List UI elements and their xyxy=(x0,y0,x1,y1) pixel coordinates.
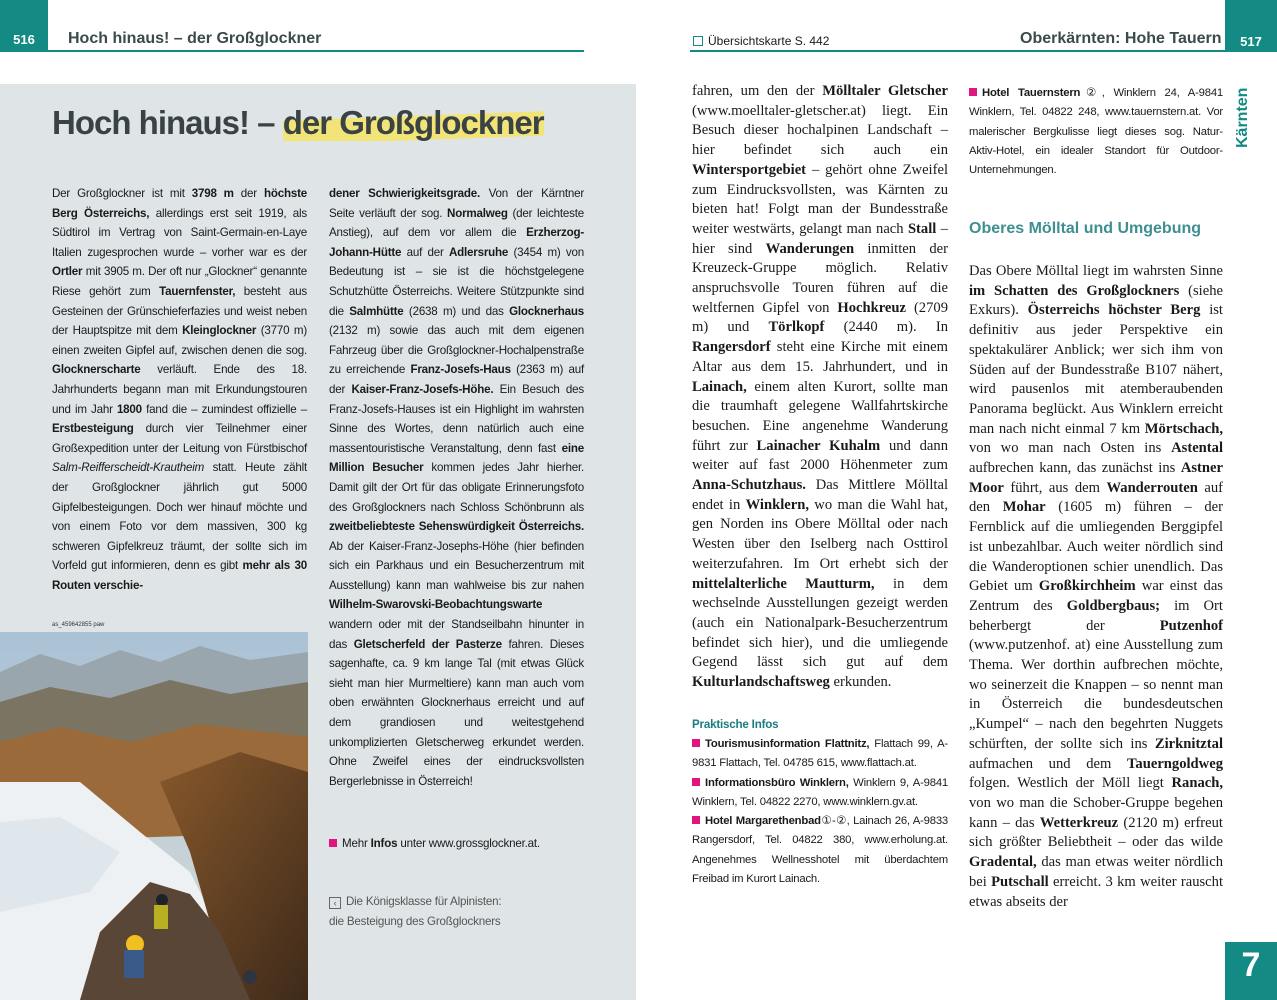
mountain-photo xyxy=(0,632,308,1000)
title-highlight: der Großglockner xyxy=(282,104,544,141)
side-tab-kaernten: Kärnten xyxy=(1234,87,1251,148)
bullet-square-icon xyxy=(692,778,700,786)
praktische-infos-list xyxy=(692,735,948,889)
right-running-head: Oberkärnten: Hohe Tauern xyxy=(1020,30,1222,47)
section-heading: Oberes Mölltal und Umgebung xyxy=(969,220,1202,237)
map-box-icon xyxy=(693,36,703,46)
right-page-number: 517 xyxy=(1225,0,1277,52)
excursion-column-1: Der Großglockner ist mit 3798 m der höchste Berg Österreichs, allerdings erst seit 1919, als Südtirol im Vertrag von Saint-Germain-en-Laye Italien zugesprochen wurde – vorher war es der Ortler mit 3905 m. Der oft nur „Glockner“ genannte Riese gehört zum Tauernfenster, besteht aus Gesteinen der Grünschieferfazies und weist neben der Hauptspitze mit dem Kleinglockner (3770 m) einen zweiten Gipfel auf, zwischen denen die sog. Glocknerscharte verläuft. Ende des 18. Jahrhunderts begann man mit Erkundungstouren und im Jahr 1800 fand die – zumindest offizielle – Erstbesteigung durch vier Teilnehmer einer Großexpedition unter der Leitung von Fürstbischof Salm-Reifferscheidt-Krautheim statt. Heute zählt der Großglockner jährlich gut 5000 Gipfelbesteigungen. Doch wer hinauf möchte und von einem Foto vor dem massiven, 300 kg schweren Gipfelkreuz träumt, der sollte sich im Vorfeld gut informieren, denn es gibt mehr als 30 Routen verschie- xyxy=(52,187,308,592)
photo-caption: ‹ Die Königsklasse für Alpinisten: die Besteigung des Großglockners xyxy=(329,895,502,928)
hotel-tauernstern-entry: Hotel Tauernstern②, Winklern 24, A-9841 Winklern, Tel. 04822 248, www.tauernstern.at. Vor malerischer Bergkulisse liegt dieses sog. Natur-Aktiv-Hotel, ein idealer Standort für Outdoor-Unternehmungen. xyxy=(969,87,1224,177)
left-page-number: 516 xyxy=(0,0,48,52)
excursion-column-2: dener Schwierigkeitsgrade. Von der Kärntner Seite verläuft der sog. Normalweg (der leichteste Anstieg), auf dem vor allem die Erzherzog-Johann-Hütte auf der Adlersruhe (3454 m) von Bedeutung ist – sie ist die höchstgelegene Schutzhütte Österreichs. Weitere Stützpunkte sind die Salmhütte (2638 m) und das Glocknerhaus (2132 m) sowie das auch mit dem eigenen Fahrzeug über die Großglockner-Hochalpenstraße zu erreichende Franz-Josefs-Haus (2363 m) auf der Kaiser-Franz-Josefs-Höhe. Ein Besuch des Franz-Josefs-Hauses ist ein Highlight im wahrsten Sinne des Wortes, denn natürlich auch eine massentouristische Veranstaltung, denn fast eine Million Besucher kommen jedes Jahr hierher. Damit gilt der Ort für das obligate Erinnerungsfoto des Großglockners nach Schloss Schönbrunn als zweitbeliebteste Sehenswürdigkeit Österreichs. Ab der Kaiser-Franz-Josephs-Höhe (hier befinden sich ein Parkhaus und ein Besucherzentrum mit Ausstellung) kann man wahlweise bis zur nahen Wilhelm-Swarovski-Beobachtungswarte wandern oder mit der Standseilbahn hinunter in das Gletscherfeld der Pasterze fahren. Dieses sagenhafte, ca. 9 km lange Tal (mit etwas Glück sieht man hier Murmeltiere) kann man auch vom oben erwähnten Glocknerhaus erreicht und auf dem grandiosen und weitestgehend unkomplizierten Gletscherweg erkundet werden. Ohne Zweifel eines der eindrucksvollsten Bergerlebnisse in Österreich! xyxy=(329,187,585,788)
right-column-main: fahren, um den der Mölltaler Gletscher (www.moelltaler-gletscher.at) liegt. Ein Besuch dieser hochalpinen Landschaft – hier befindet sich auch ein Wintersportgebiet – gehört ohne Zweifel zum Eindrucksvollsten, was Kärnten zu bieten hat! Folgt man der Bundesstraße weiter westwärts, gelangt man nach Stall – hier sind Wanderungen inmitten der Kreuzeck-Gruppe möglich. Relativ anspruchsvolle Touren führen auf die weltfernen Gipfel von Hochkreuz (2709 m) und Törlkopf (2440 m). In Rangersdorf steht eine Kirche mit einem Altar aus dem 15. Jahrhundert, und in Lainach, einem alten Kurort, sollte man die traumhaft gelegene Wallfahrtskirche besuchen. Eine angenehme Wanderung führt zur Lainacher Kuhalm und dann weiter auf fast 2000 Höhenmeter zum Anna-Schutzhaus. Das Mittlere Mölltal endet in Winklern, wo man die Wahl hat, gen Norden ins Obere Mölltal oder nach Westen über den Iselberg nach Osttirol weiterzufahren. Im Ort erhebt sich der mittelalterliche Mautturm, in dem wechselnde Ausstellungen gezeigt werden (auch ein Nationalpark-Besucherzentrum befindet sich hier), und die umliegende Gegend lässt sich gut auf dem Kulturlandschaftsweg erkunden. xyxy=(692,83,949,691)
chapter-number: 7 xyxy=(1225,942,1277,1000)
info-item: Tourismusinformation Flattnitz, Flattach 99, A-9831 Flattach, Tel. 04785 615, www.flattach.at. xyxy=(692,738,948,770)
left-header-rule xyxy=(48,50,584,52)
caption-arrow-icon: ‹ xyxy=(329,897,341,909)
info-item: Informationsbüro Winklern, Winklern 9, A-9841 Winklern, Tel. 04822 2270, www.winklern.gv.at. xyxy=(692,776,948,808)
info-item: Hotel Margarethenbad①-②, Lainach 26, A-9833 Rangersdorf, Tel. 04822 380, www.erholung.at. Angenehmes Wellnesshotel mit überdachtem Freibad im Kurort Lainach. xyxy=(692,815,948,886)
bullet-square-icon xyxy=(692,739,700,747)
left-running-head: Hoch hinaus! – der Großglockner xyxy=(68,30,322,47)
praktische-infos-heading: Praktische Infos xyxy=(692,718,779,731)
overview-ref: Übersichtskarte S. 442 xyxy=(693,34,829,48)
bullet-square-icon xyxy=(692,816,700,824)
bullet-square-icon xyxy=(329,839,337,847)
bullet-square-icon xyxy=(969,88,977,96)
right-header-rule xyxy=(690,50,1226,52)
more-info-line: Mehr Infos unter www.grossglockner.at. xyxy=(329,834,589,854)
right-column-secondary: Das Obere Mölltal liegt im wahrsten Sinne im Schatten des Großglockners (siehe Exkurs). Österreichs höchster Berg ist definitiv aus jeder Perspektive ein spektakulärer Anblick; wer sich ihm von Süden auf der Bundesstraße B107 nähert, wird pausenlos mit atemberaubenden Panorama beglückt. Aus Winklern erreicht man nach nicht einmal 7 km Mörtschach, von wo man nach Osten ins Astental aufbrechen kann, das zunächst ins Astner Moor führt, aus dem Wanderrouten auf den Mohar (1605 m) führen – der Fernblick auf die umliegenden Berggipfel ist unbezahlbar. Auch weiter nördlich sind die Wanderoptionen schier unendlich. Das Gebiet um Großkirchheim war einst das Zentrum des Goldbergbaus; im Ort beherbergt der Putzenhof (www.putzenhof. at) eine Ausstellung zum Thema. Wer dorthin aufbrechen möchte, wo seinerzeit die Knappen – so nennt man in Österreich die bundesdeutschen „Kumpel“ – nach den begehrten Nuggets schürften, der sollte sich ins Zirknitztal aufmachen und dem Tauerngoldweg folgen. Westlich der Möll liegt Ranach, von wo man die Schober-Gruppe begehen kann – das Wetterkreuz (2120 m) erfreut sich größter Beliebtheit – oder das wilde Gradental, das man etwas weiter nördlich bei Putschall erreicht. 3 km weiter rauscht etwas abseits der xyxy=(969,263,1223,910)
photo-credit: as_459642855 paw xyxy=(52,622,105,628)
box-title: Hoch hinaus! – der Großglockner xyxy=(52,104,544,141)
